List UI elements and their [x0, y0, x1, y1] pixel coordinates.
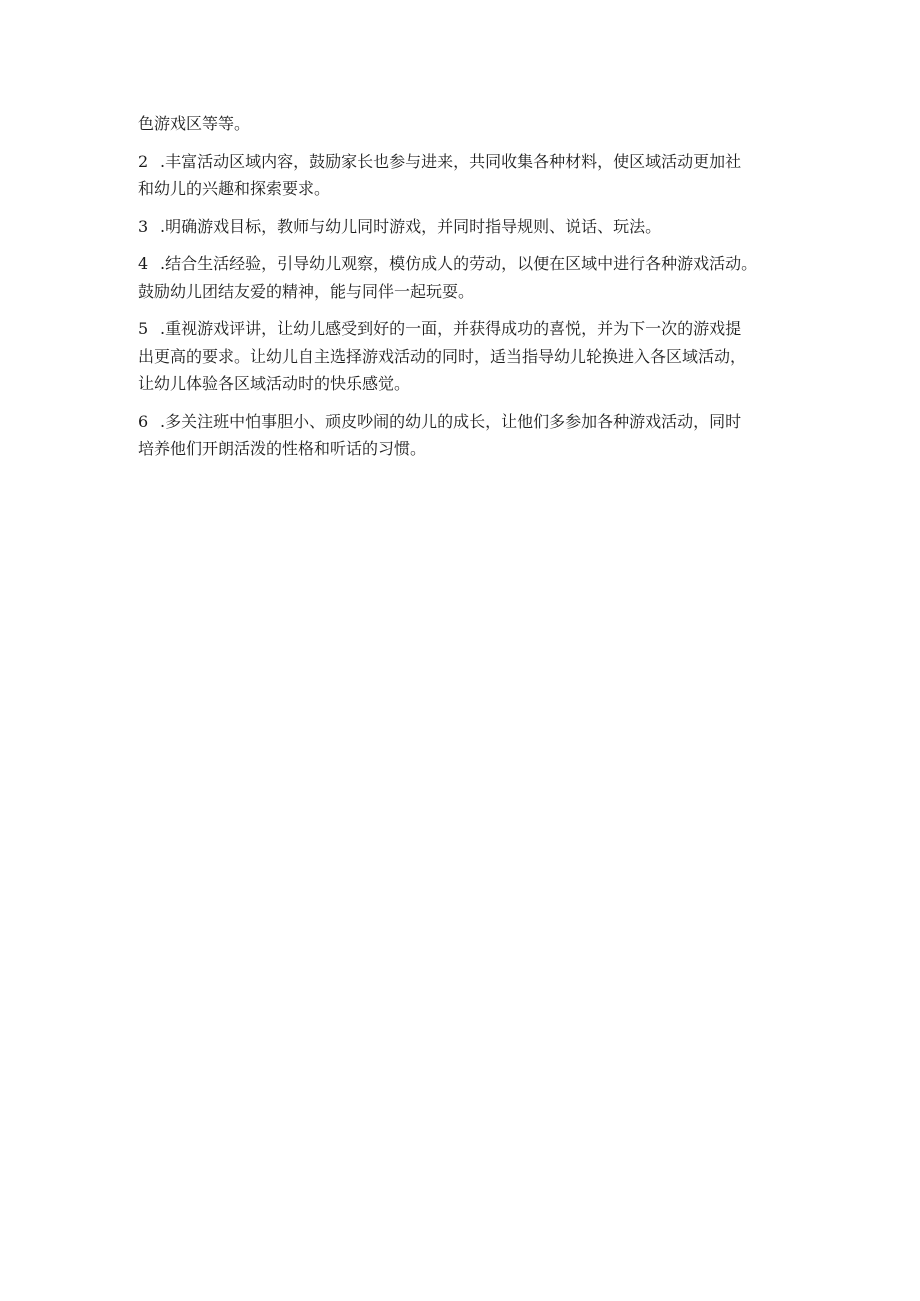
list-item-4 [138, 250, 818, 305]
list-item-line [138, 250, 818, 278]
list-item-line: 让幼儿体验各区域活动时的快乐感觉。 [138, 374, 411, 393]
list-item-line: 鼓励幼儿团结友爱的精神，能与同伴一起玩耍。 [138, 281, 475, 301]
list-item-number: 4 [138, 254, 149, 273]
list-item-line: 出更高的要求。让幼儿自主选择游戏活动的同时，适当指导幼儿轮换进入各区域活动， [138, 346, 747, 366]
list-item-text: .多关注班中怕事胆小、顽皮吵闹的幼儿的成长，让他们多参加各种游戏活动，同时 [160, 411, 742, 431]
list-item-number: 6 [138, 411, 149, 431]
list-item-6 [138, 408, 818, 463]
list-item-line [138, 148, 818, 176]
paragraph-continuation: 色游戏区等等。 [138, 114, 251, 133]
list-item-3 [138, 213, 818, 241]
list-item-line [138, 408, 818, 436]
list-item-5 [138, 315, 818, 398]
list-item-number: 3 [138, 216, 149, 236]
list-item-number: 2 [138, 151, 149, 171]
list-item-number: 5 [138, 319, 149, 338]
list-item-line: 培养他们开朗活泼的性格和听话的习惯。 [138, 439, 427, 458]
list-item-text: .重视游戏评讲，让幼儿感受到好的一面，并获得成功的喜悦，并为下一次的游戏提 [160, 319, 742, 338]
list-item-text: .丰富活动区域内容，鼓励家长也参与进来，共同收集各种材料，使区域活动更加社 [160, 151, 742, 171]
list-item-text: .明确游戏目标，教师与幼儿同时游戏，并同时指导规则、说话、玩法。 [160, 216, 662, 236]
document-body [138, 110, 818, 463]
list-item-line: 和幼儿的兴趣和探索要求。 [138, 179, 331, 198]
list-item-line [138, 213, 818, 241]
list-item-line [138, 315, 818, 343]
list-item-text: .结合生活经验，引导幼儿观察，模仿成人的劳动，以便在区域中进行各种游戏活动。 [160, 254, 758, 273]
list-item-2 [138, 148, 818, 203]
